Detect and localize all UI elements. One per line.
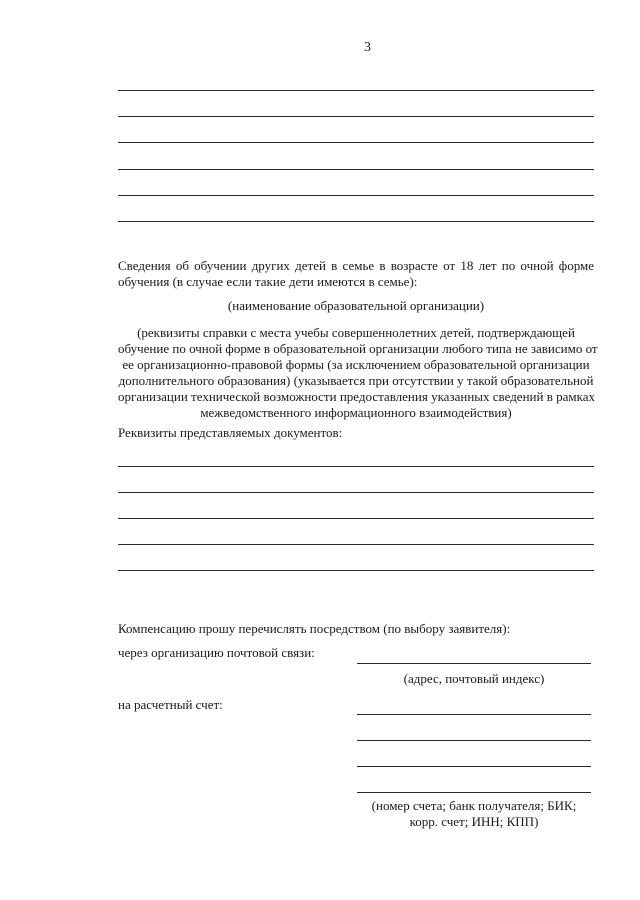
page-number: 3 xyxy=(364,40,371,55)
blank-line[interactable] xyxy=(118,221,594,222)
certificate-caption-line: ее организационно-правовой формы (за исключением образовательной организации xyxy=(122,357,590,372)
certificate-caption-line: организации технической возможности предоставления указанных сведений в рамках xyxy=(118,389,595,404)
postal-address-line[interactable] xyxy=(357,663,591,664)
account-blank-line[interactable] xyxy=(357,740,591,741)
documents-blank-line[interactable] xyxy=(118,492,594,493)
documents-blank-line[interactable] xyxy=(118,466,594,467)
other-children-intro-line1: Сведения об обучении других детей в семье в возрасте от 18 лет по очной форме xyxy=(118,258,594,273)
documents-blank-line[interactable] xyxy=(118,518,594,519)
blank-line[interactable] xyxy=(118,116,594,117)
account-caption-line2: корр. счет; ИНН; КПП) xyxy=(409,814,539,829)
certificate-caption-line: межведомственного информационного взаимодействия) xyxy=(200,405,512,420)
certificate-caption-line: дополнительного образования) (указывается при отсутствии у такой образовательной xyxy=(118,373,594,388)
documents-blank-line[interactable] xyxy=(118,544,594,545)
blank-line[interactable] xyxy=(118,169,594,170)
blank-line[interactable] xyxy=(118,142,594,143)
documents-label: Реквизиты представляемых документов: xyxy=(118,425,343,440)
account-caption-line1: (номер счета; банк получателя; БИК; xyxy=(371,798,577,813)
certificate-caption-line: обучение по очной форме в образовательной организации любого типа не зависимо от xyxy=(118,341,598,356)
account-label: на расчетный счет: xyxy=(118,697,223,712)
account-blank-line[interactable] xyxy=(357,792,591,793)
other-children-intro-line2: обучения (в случае если такие дети имеются в семье): xyxy=(118,274,418,289)
account-blank-line[interactable] xyxy=(357,766,591,767)
postal-label: через организацию почтовой связи: xyxy=(118,645,315,660)
certificate-caption-line: (реквизиты справки с места учебы совершеннолетних детей, подтверждающей xyxy=(137,325,575,340)
blank-line[interactable] xyxy=(118,90,594,91)
org-name-caption: (наименование образовательной организации) xyxy=(227,298,485,313)
account-blank-line[interactable] xyxy=(357,714,591,715)
postal-caption: (адрес, почтовый индекс) xyxy=(403,671,545,686)
documents-blank-line[interactable] xyxy=(118,570,594,571)
compensation-heading: Компенсацию прошу перечислять посредством (по выбору заявителя): xyxy=(118,621,511,636)
blank-line[interactable] xyxy=(118,195,594,196)
